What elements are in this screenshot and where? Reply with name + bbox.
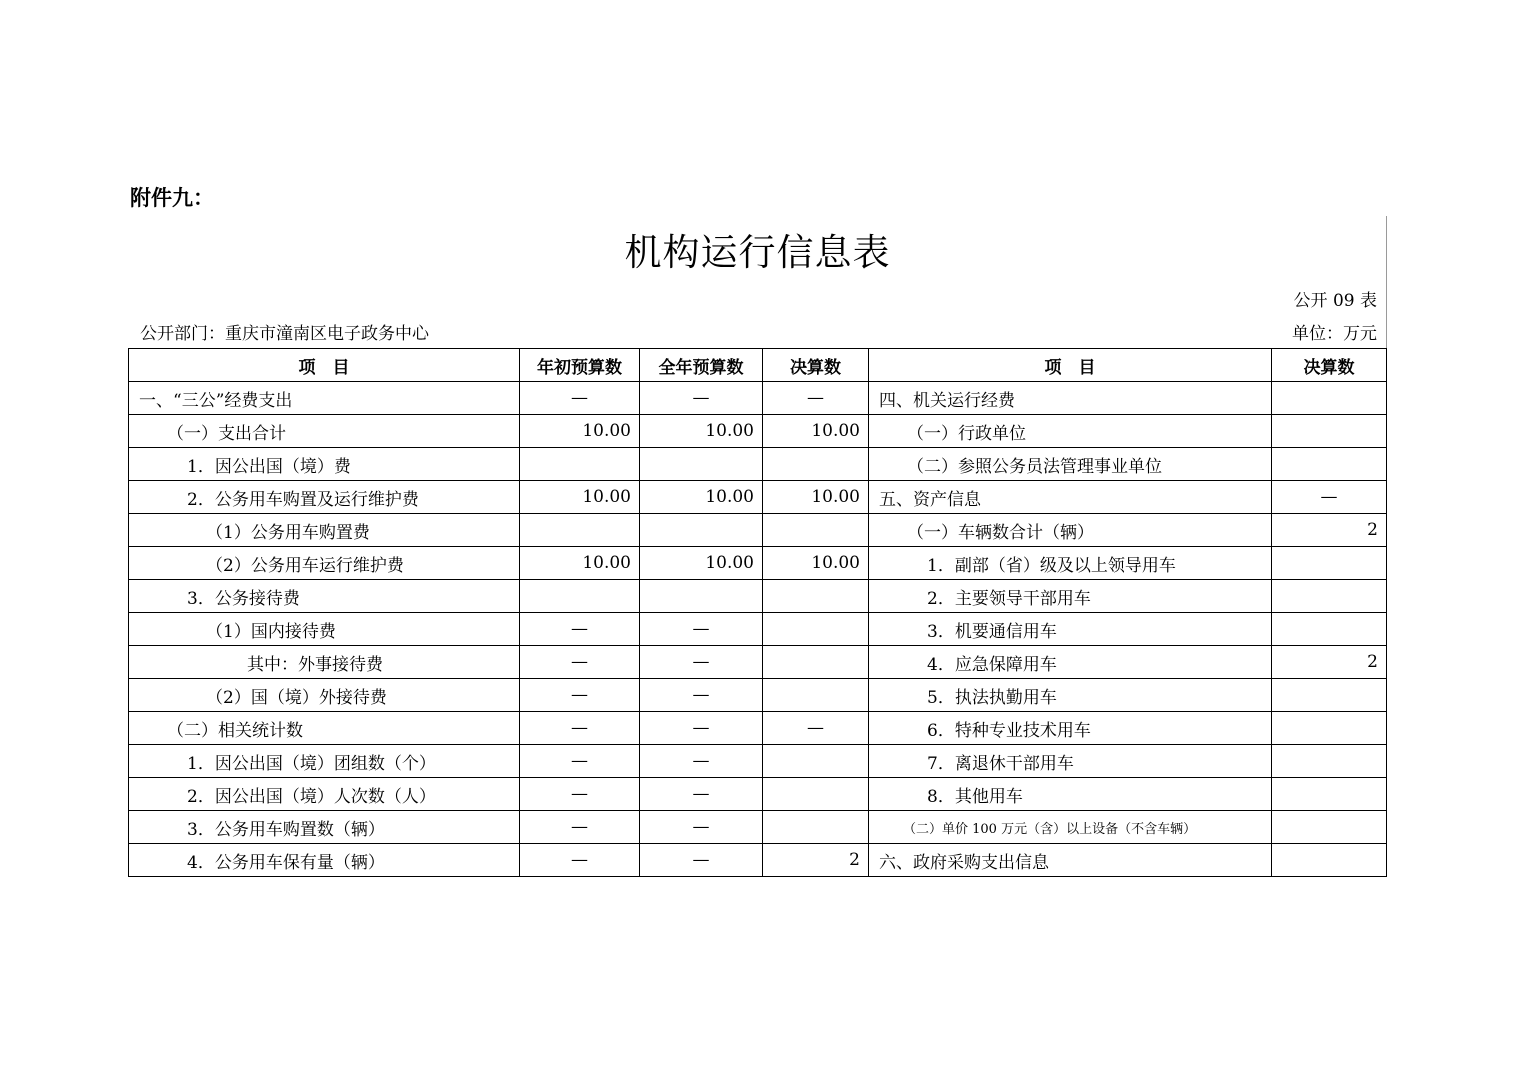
table-row [129, 679, 1387, 712]
row-initial-budget [520, 580, 640, 613]
row-annual-budget: — [640, 679, 763, 712]
row-annual-budget [640, 580, 763, 613]
header-annual-budget: 全年预算数 [640, 349, 763, 382]
row-initial-budget: — [520, 382, 640, 415]
table-row [129, 745, 1387, 778]
row-annual-budget: — [640, 811, 763, 844]
row-initial-budget: 10.00 [520, 481, 640, 514]
table-row [129, 415, 1387, 448]
table-row [129, 481, 1387, 514]
row-final-right [1272, 547, 1387, 580]
table-row [129, 778, 1387, 811]
row-final-left [763, 514, 869, 547]
department-label: 公开部门：重庆市潼南区电子政务中心 [140, 324, 429, 344]
row-item-right: 六、政府采购支出信息 [869, 844, 1272, 877]
table-row [129, 382, 1387, 415]
table-row [129, 844, 1387, 877]
row-final-left [763, 679, 869, 712]
row-initial-budget: — [520, 745, 640, 778]
row-item-left: 1．因公出国（境）费 [129, 448, 520, 481]
row-annual-budget: 10.00 [640, 415, 763, 448]
row-item-right: 3．机要通信用车 [869, 613, 1272, 646]
row-item-left: （1）国内接待费 [129, 613, 520, 646]
row-final-left: 10.00 [763, 547, 869, 580]
row-item-left: （1）公务用车购置费 [129, 514, 520, 547]
row-annual-budget: — [640, 382, 763, 415]
header-item-left: 项 目 [129, 349, 520, 382]
row-final-left [763, 811, 869, 844]
row-final-right [1272, 613, 1387, 646]
row-item-left: 4．公务用车保有量（辆） [129, 844, 520, 877]
row-final-left [763, 580, 869, 613]
row-final-right: 2 [1272, 646, 1387, 679]
table-row [129, 712, 1387, 745]
row-final-left [763, 778, 869, 811]
info-table [128, 348, 1387, 877]
row-item-left: 一、“三公”经费支出 [129, 382, 520, 415]
row-initial-budget: — [520, 712, 640, 745]
row-final-left [763, 448, 869, 481]
row-initial-budget: 10.00 [520, 415, 640, 448]
row-annual-budget: — [640, 745, 763, 778]
row-item-right: 8．其他用车 [869, 778, 1272, 811]
row-item-left: （一）支出合计 [129, 415, 520, 448]
page-title: 机构运行信息表 [624, 231, 891, 274]
row-item-left: （2）公务用车运行维护费 [129, 547, 520, 580]
table-row [129, 613, 1387, 646]
row-final-left: 2 [763, 844, 869, 877]
row-final-right [1272, 778, 1387, 811]
row-item-right: （二）参照公务员法管理事业单位 [869, 448, 1272, 481]
table-row [129, 580, 1387, 613]
row-initial-budget: 10.00 [520, 547, 640, 580]
table-row [129, 547, 1387, 580]
row-item-right: 7．离退休干部用车 [869, 745, 1272, 778]
row-final-left [763, 745, 869, 778]
row-final-left: — [763, 712, 869, 745]
row-final-right [1272, 448, 1387, 481]
row-final-left: — [763, 382, 869, 415]
row-final-right [1272, 712, 1387, 745]
row-annual-budget: — [640, 613, 763, 646]
header-item-right: 项 目 [869, 349, 1272, 382]
header-final-right: 决算数 [1272, 349, 1387, 382]
table-row [129, 514, 1387, 547]
form-number: 公开 09 表 [1293, 291, 1377, 311]
row-annual-budget: — [640, 646, 763, 679]
row-final-left [763, 613, 869, 646]
row-annual-budget [640, 514, 763, 547]
row-annual-budget: — [640, 778, 763, 811]
row-final-right: — [1272, 481, 1387, 514]
row-annual-budget: — [640, 712, 763, 745]
row-final-right [1272, 415, 1387, 448]
row-initial-budget: — [520, 646, 640, 679]
header-initial-budget: 年初预算数 [520, 349, 640, 382]
table-row [129, 811, 1387, 844]
row-item-right: 4．应急保障用车 [869, 646, 1272, 679]
attachment-label: 附件九： [130, 185, 214, 210]
header-final-left: 决算数 [763, 349, 869, 382]
row-final-left: 10.00 [763, 481, 869, 514]
row-initial-budget: — [520, 811, 640, 844]
row-item-right: 五、资产信息 [869, 481, 1272, 514]
row-initial-budget: — [520, 844, 640, 877]
row-final-right [1272, 745, 1387, 778]
row-item-left: （2）国（境）外接待费 [129, 679, 520, 712]
row-initial-budget: — [520, 778, 640, 811]
row-initial-budget [520, 448, 640, 481]
row-item-right: 1．副部（省）级及以上领导用车 [869, 547, 1272, 580]
row-item-right: 6．特种专业技术用车 [869, 712, 1272, 745]
row-item-left: （二）相关统计数 [129, 712, 520, 745]
row-item-right: （一）车辆数合计（辆） [869, 514, 1272, 547]
row-initial-budget [520, 514, 640, 547]
row-final-right: 2 [1272, 514, 1387, 547]
row-item-right: 2．主要领导干部用车 [869, 580, 1272, 613]
row-item-left: 2．因公出国（境）人次数（人） [129, 778, 520, 811]
row-item-left: 3．公务接待费 [129, 580, 520, 613]
row-final-right [1272, 679, 1387, 712]
row-item-left: 3．公务用车购置数（辆） [129, 811, 520, 844]
row-item-right: （一）行政单位 [869, 415, 1272, 448]
row-annual-budget [640, 448, 763, 481]
row-annual-budget: 10.00 [640, 547, 763, 580]
row-item-left: 1．因公出国（境）团组数（个） [129, 745, 520, 778]
row-final-left: 10.00 [763, 415, 869, 448]
table-header-row [129, 349, 1387, 382]
row-final-right [1272, 844, 1387, 877]
row-annual-budget: — [640, 844, 763, 877]
row-annual-budget: 10.00 [640, 481, 763, 514]
unit-label: 单位：万元 [1292, 324, 1377, 344]
row-item-left: 其中：外事接待费 [129, 646, 520, 679]
row-final-left [763, 646, 869, 679]
row-final-right [1272, 580, 1387, 613]
row-item-right: 5．执法执勤用车 [869, 679, 1272, 712]
row-item-right: （二）单价 100 万元（含）以上设备（不含车辆） [869, 811, 1272, 844]
row-item-right: 四、机关运行经费 [869, 382, 1272, 415]
table-row [129, 646, 1387, 679]
row-initial-budget: — [520, 679, 640, 712]
row-initial-budget: — [520, 613, 640, 646]
row-final-right [1272, 382, 1387, 415]
table-row [129, 448, 1387, 481]
row-final-right [1272, 811, 1387, 844]
row-item-left: 2．公务用车购置及运行维护费 [129, 481, 520, 514]
